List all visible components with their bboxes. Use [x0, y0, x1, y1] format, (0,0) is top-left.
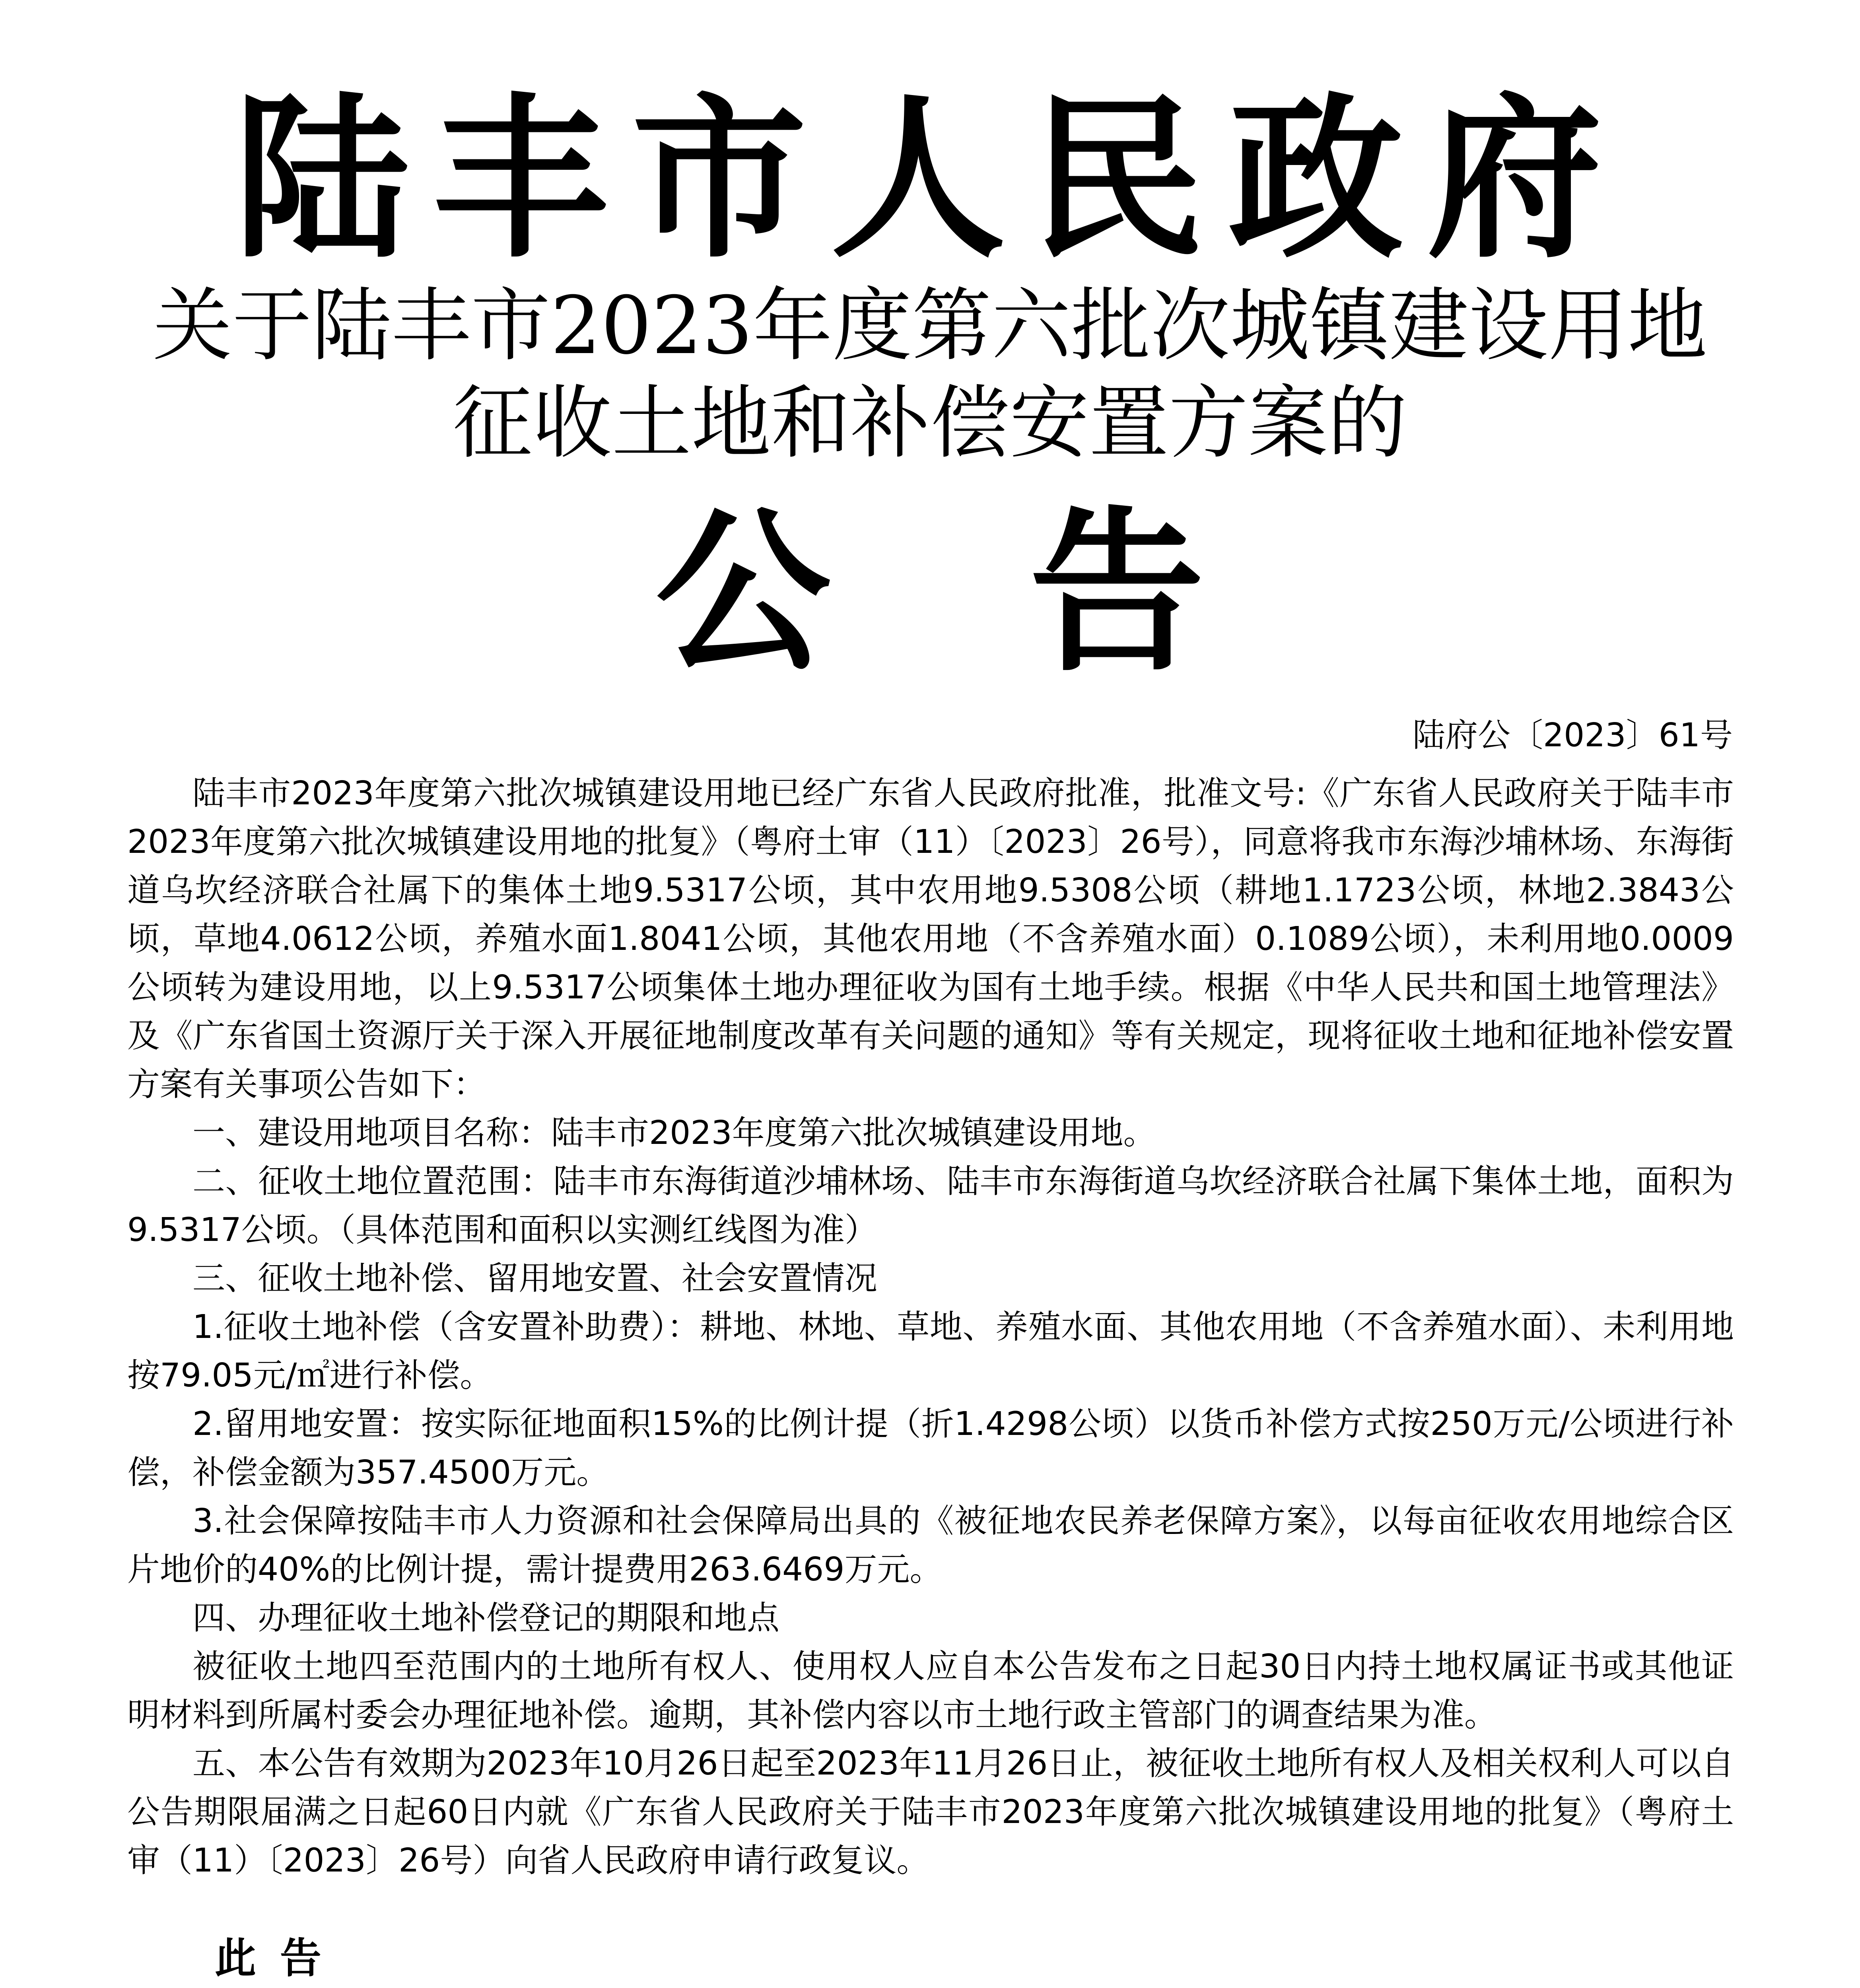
- issuing-authority-heading: 陆丰市人民政府: [234, 76, 1626, 282]
- item-validity: 五、本公告有效期为2023年10月26日起至2023年11月26日止，被征收土地所有权人及相关权利人可以自公告期限届满之日起60日内就《广东省人民政府关于陆丰市2023年度第六批次城镇建设用地的批复》（粤府土审（11）〔2023〕26号）向省人民政府申请行政复议。: [127, 1745, 1734, 1879]
- item-registration-detail: 被征收土地四至范围内的土地所有权人、使用权人应自本公告发布之日起30日内持土地权属证书或其他证明材料到所属村委会办理征地补偿。逾期，其补偿内容以市土地行政主管部门的调查结果为准。: [127, 1648, 1734, 1734]
- item-registration-heading: 四、办理征收土地补偿登记的期限和地点: [192, 1599, 780, 1637]
- item-land-location: 二、征收土地位置范围：陆丰市东海街道沙埔林场、陆丰市东海街道乌坎经济联合社属下集体土地，面积为9.5317公顷。（具体范围和面积以实测红线图为准）: [127, 1163, 1734, 1249]
- intro-paragraph: 陆丰市2023年度第六批次城镇建设用地已经广东省人民政府批准，批准文号:《广东省人民政府关于陆丰市2023年度第六批次城镇建设用地的批复》（粤府土审（11）〔2023〕26号），同意将我市东海沙埔林场、东海街道乌坎经济联合社属下的集体土地9.5317公顷，其中农用地9.5308公顷（耕地1.1723公顷，林地2.3843公顷，草地4.0612公顷，养殖水面1.8041公顷，其他农用地（不含养殖水面）0.1089公顷），未利用地0.0009公顷转为建设用地，以上9.5317公顷集体土地办理征收为国有土地手续。根据《中华人民共和国土地管理法》及《广东省国土资源厅关于深入开展征地制度改革有关问题的通知》等有关规定，现将征收土地和征地补偿安置方案有关事项公告如下：: [127, 775, 1734, 1103]
- closing-phrase: 此告: [215, 1934, 346, 1982]
- item-land-compensation: 1.征收土地补偿（含安置补助费）：耕地、林地、草地、养殖水面、其他农用地（不含养殖水面）、未利用地按79.05元/㎡进行补偿。: [127, 1308, 1734, 1394]
- notice-title-line-2: 征收土地和补偿安置方案的: [453, 377, 1407, 470]
- document-number: 陆府公〔2023〕61号: [1412, 716, 1733, 754]
- item-project-name: 一、建设用地项目名称：陆丰市2023年度第六批次城镇建设用地。: [192, 1114, 1156, 1152]
- notice-label: 公告: [655, 489, 1403, 695]
- item-social-security: 3.社会保障按陆丰市人力资源和社会保障局出具的《被征地农民养老保障方案》，以每亩征收农用地综合区片地价的40%的比例计提，需计提费用263.6469万元。: [127, 1502, 1734, 1588]
- item-reserved-land: 2.留用地安置：按实际征地面积15%的比例计提（折1.4298公顷）以货币补偿方式按250万元/公顷进行补偿，补偿金额为357.4500万元。: [127, 1405, 1734, 1491]
- notice-title-line-1: 关于陆丰市2023年度第六批次城镇建设用地: [153, 280, 1707, 372]
- item-compensation-heading: 三、征收土地补偿、留用地安置、社会安置情况: [192, 1260, 878, 1297]
- notice-body: [127, 769, 1734, 1885]
